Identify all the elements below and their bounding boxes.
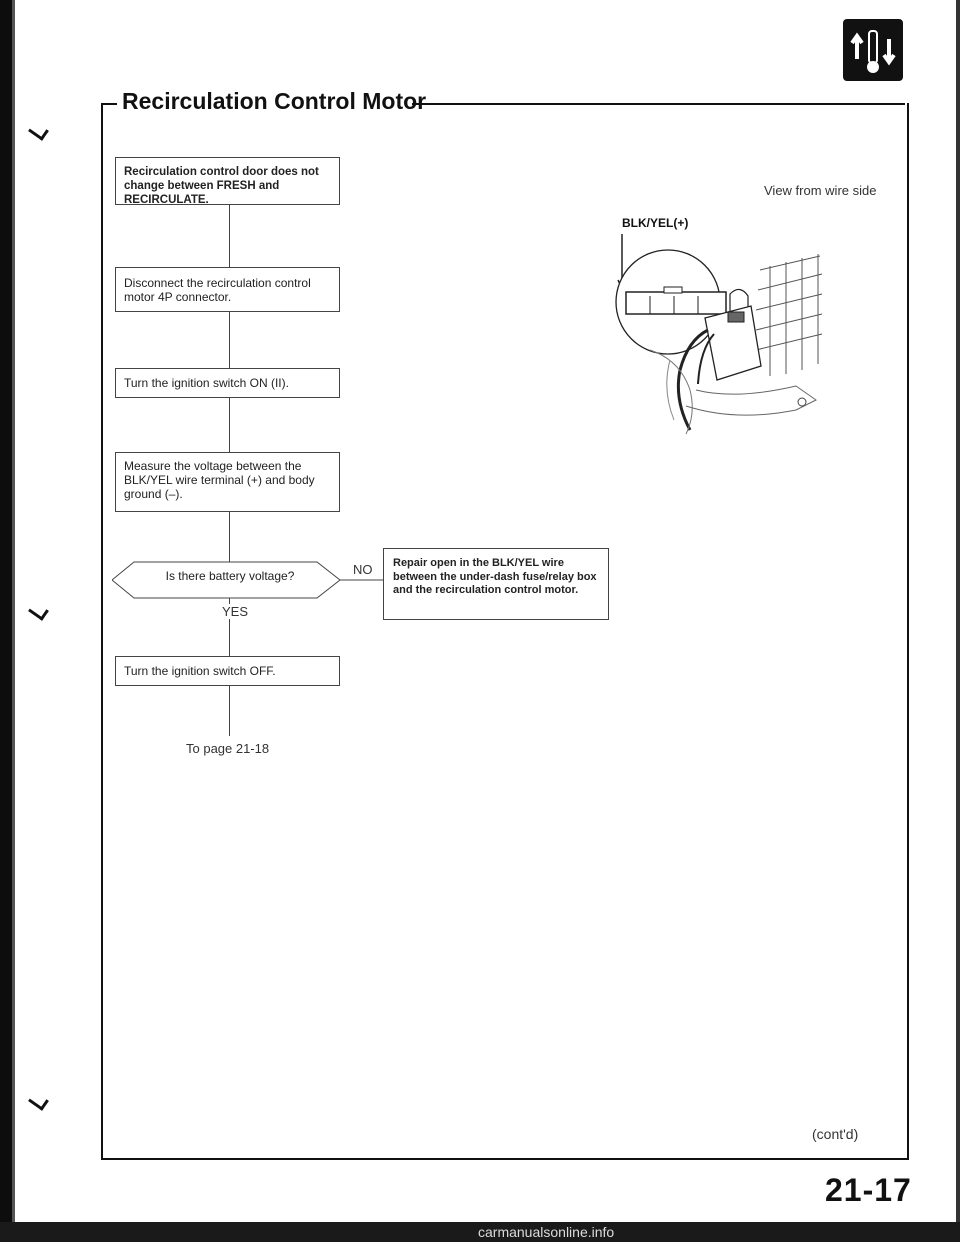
- flow-connector: [229, 205, 230, 267]
- flow-yes-label: YES: [222, 604, 249, 619]
- flow-step-disconnect: Disconnect the recirculation control motor 4P connector.: [115, 267, 340, 312]
- flow-step-measure-voltage: Measure the voltage between the BLK/YEL wire terminal (+) and body ground (–).: [115, 452, 340, 512]
- flow-step-ignition-off: Turn the ignition switch OFF.: [115, 656, 340, 686]
- scan-edge-left-inner: [12, 0, 15, 1242]
- flow-no-label: NO: [353, 562, 373, 577]
- binder-tick-mark: [28, 121, 49, 141]
- flow-repair-box: Repair open in the BLK/YEL wire between the under-dash fuse/relay box and the recirculation control motor.: [383, 548, 609, 620]
- section-title: Recirculation Control Motor: [122, 88, 427, 114]
- flow-connector: [229, 512, 230, 562]
- flow-connector: [229, 398, 230, 452]
- flow-decision-text: Is there battery voltage?: [165, 569, 295, 583]
- binder-tick-mark: [28, 1091, 49, 1111]
- flow-step-symptom: Recirculation control door does not change between FRESH and RECIRCULATE.: [115, 157, 340, 205]
- watermark: carmanualsonline.info: [478, 1224, 615, 1240]
- scan-edge-right: [956, 0, 960, 1242]
- flow-connector: [229, 686, 230, 736]
- continued-label: (cont'd): [812, 1126, 859, 1142]
- connector-illustration: [610, 230, 830, 440]
- flow-connector: [229, 312, 230, 368]
- page-number: 21-17: [825, 1172, 912, 1208]
- illustration-view-label: View from wire side: [764, 183, 877, 198]
- binder-tick-mark: [28, 601, 49, 621]
- scan-edge-left: [0, 0, 12, 1242]
- heater-control-icon: [843, 19, 903, 81]
- flow-step-ignition-on: Turn the ignition switch ON (II).: [115, 368, 340, 398]
- illustration-terminal-label: BLK/YEL(+): [622, 216, 689, 230]
- flow-continue-label: To page 21-18: [186, 741, 270, 756]
